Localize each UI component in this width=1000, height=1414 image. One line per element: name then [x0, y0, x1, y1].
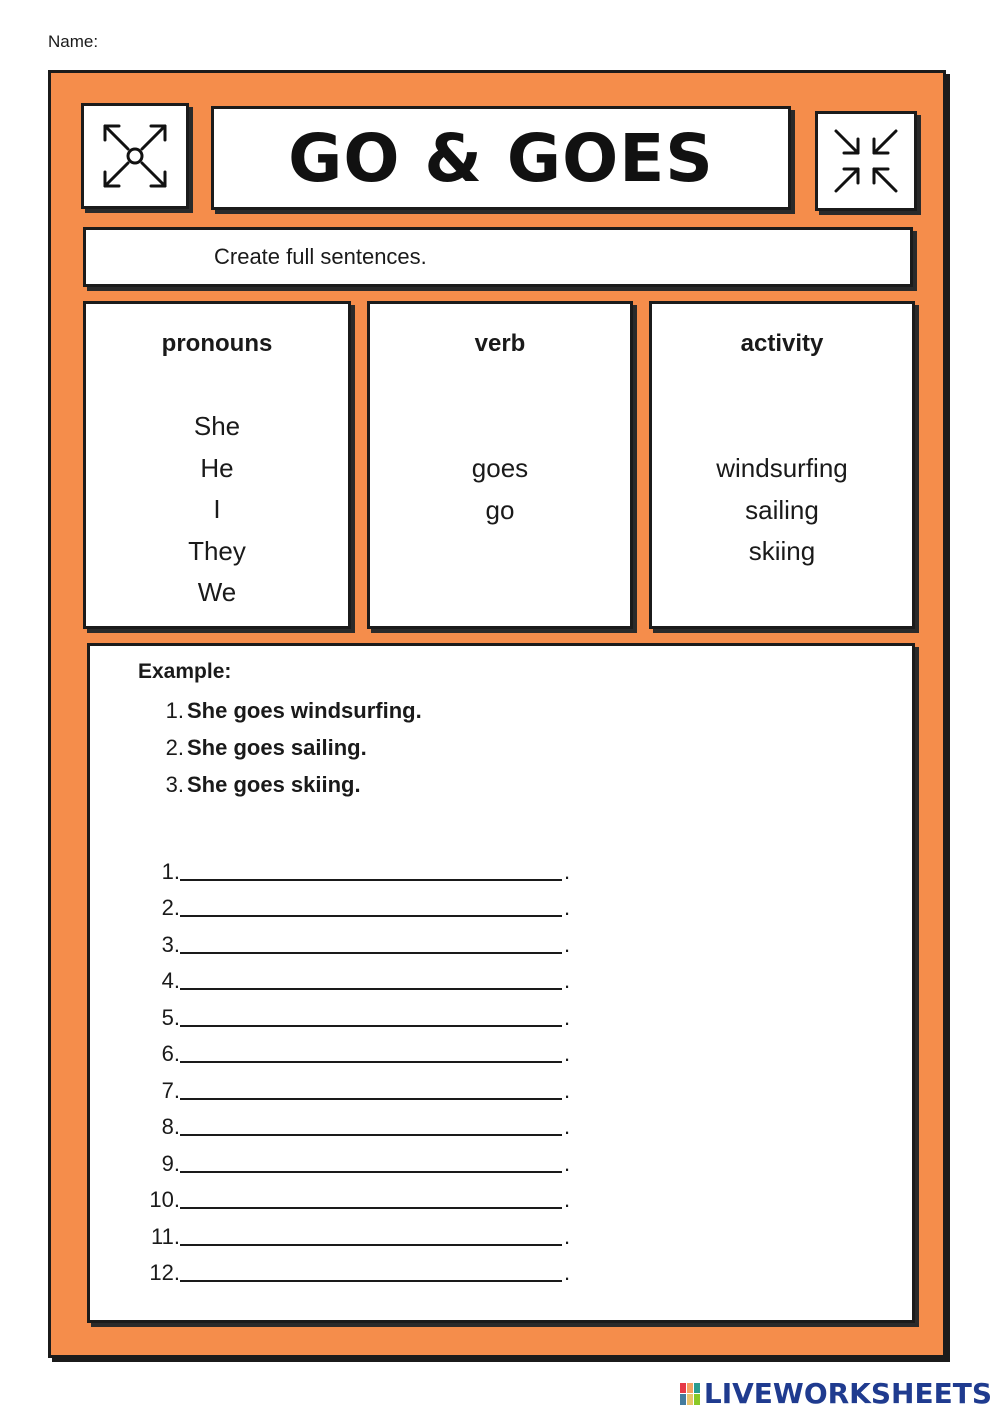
verb-column — [367, 301, 633, 629]
answer-row — [140, 958, 570, 995]
liveworksheets-brand: LIVEWORKSHEETS — [703, 1377, 992, 1410]
answer-row — [140, 848, 570, 885]
answer-input[interactable] — [180, 1074, 562, 1100]
list-item: He — [200, 452, 234, 483]
example-number: 3. — [165, 772, 184, 797]
answer-row — [140, 1213, 570, 1250]
worksheet-frame — [48, 70, 946, 1358]
list-item: sailing — [745, 494, 819, 525]
example-label: Example: — [138, 660, 232, 683]
answer-row — [140, 885, 570, 922]
answer-list — [140, 848, 570, 1286]
list-item: I — [213, 494, 221, 524]
instruction-text: Create full sentences. — [214, 244, 427, 269]
collapse-icon — [828, 123, 904, 199]
pronouns-column — [83, 301, 351, 629]
list-item: We — [197, 577, 237, 607]
list-item: goes — [471, 453, 529, 483]
answer-number: 9. — [161, 1150, 180, 1176]
answer-row — [140, 994, 570, 1031]
answer-number: 4. — [161, 968, 180, 993]
answer-number: 11. — [151, 1223, 180, 1249]
instruction-box — [83, 227, 913, 287]
example-list — [162, 692, 422, 803]
liveworksheets-watermark — [680, 1377, 992, 1410]
answer-number: 3. — [161, 931, 180, 957]
answer-period: . — [564, 931, 571, 957]
list-item: go — [485, 494, 515, 525]
answer-number: 8. — [161, 1114, 180, 1139]
list-item: They — [188, 535, 246, 566]
answer-input[interactable] — [180, 1183, 562, 1209]
answer-input[interactable] — [180, 891, 562, 917]
answer-row — [140, 1140, 570, 1177]
list-item: windsurfing — [716, 453, 848, 483]
answer-period: . — [564, 858, 571, 884]
example-sentence: She goes skiing. — [187, 772, 361, 797]
answer-period: . — [564, 895, 571, 920]
answer-input[interactable] — [180, 964, 562, 990]
title-box — [211, 106, 791, 210]
collapse-icon-box — [815, 111, 917, 211]
page-title: GO & GOES — [288, 119, 714, 197]
answer-input[interactable] — [180, 1220, 562, 1246]
column-items — [370, 448, 630, 531]
answer-row — [140, 1067, 570, 1104]
answer-input[interactable] — [180, 1110, 562, 1136]
answer-row — [140, 1031, 570, 1068]
answer-period: . — [564, 1004, 571, 1030]
list-item: skiing — [748, 536, 816, 566]
name-label: Name: — [48, 32, 99, 51]
list-item: She — [193, 411, 241, 441]
answer-period: . — [564, 1114, 571, 1139]
example-row — [162, 766, 422, 803]
answer-input[interactable] — [180, 1001, 562, 1027]
answer-row — [140, 921, 570, 958]
answer-period: . — [564, 1041, 571, 1066]
answer-input[interactable] — [180, 855, 562, 881]
answer-period: . — [564, 1223, 571, 1249]
answer-row — [140, 1104, 570, 1141]
example-number: 1. — [165, 698, 184, 723]
answer-input[interactable] — [180, 1256, 562, 1282]
answer-period: . — [564, 1260, 571, 1285]
liveworksheets-logo-icon — [680, 1383, 700, 1405]
activity-column — [649, 301, 915, 629]
example-number: 2. — [165, 735, 184, 760]
example-sentence: She goes sailing. — [187, 735, 367, 760]
answer-period: . — [564, 1077, 571, 1103]
answer-number: 12. — [149, 1260, 180, 1285]
answer-number: 7. — [161, 1077, 180, 1103]
answer-input[interactable] — [180, 1037, 562, 1063]
expand-icon — [97, 118, 173, 194]
answer-number: 10. — [149, 1187, 180, 1212]
answer-row — [140, 1250, 570, 1287]
answer-box — [87, 643, 915, 1323]
column-heading: verb — [474, 330, 526, 357]
answer-number: 5. — [161, 1004, 180, 1030]
answer-number: 1. — [161, 858, 180, 884]
answer-number: 6. — [161, 1041, 180, 1066]
column-heading: activity — [740, 330, 824, 357]
answer-input[interactable] — [180, 1147, 562, 1173]
column-heading: pronouns — [161, 330, 273, 357]
answer-row — [140, 1177, 570, 1214]
expand-icon-box — [81, 103, 189, 209]
answer-period: . — [564, 1187, 571, 1212]
answer-input[interactable] — [180, 928, 562, 954]
answer-number: 2. — [161, 895, 180, 920]
example-sentence: She goes windsurfing. — [187, 698, 422, 723]
answer-period: . — [564, 1150, 571, 1176]
example-row — [162, 729, 422, 766]
answer-period: . — [564, 968, 571, 993]
column-items — [652, 448, 912, 573]
example-row — [162, 692, 422, 729]
column-items — [86, 406, 348, 614]
